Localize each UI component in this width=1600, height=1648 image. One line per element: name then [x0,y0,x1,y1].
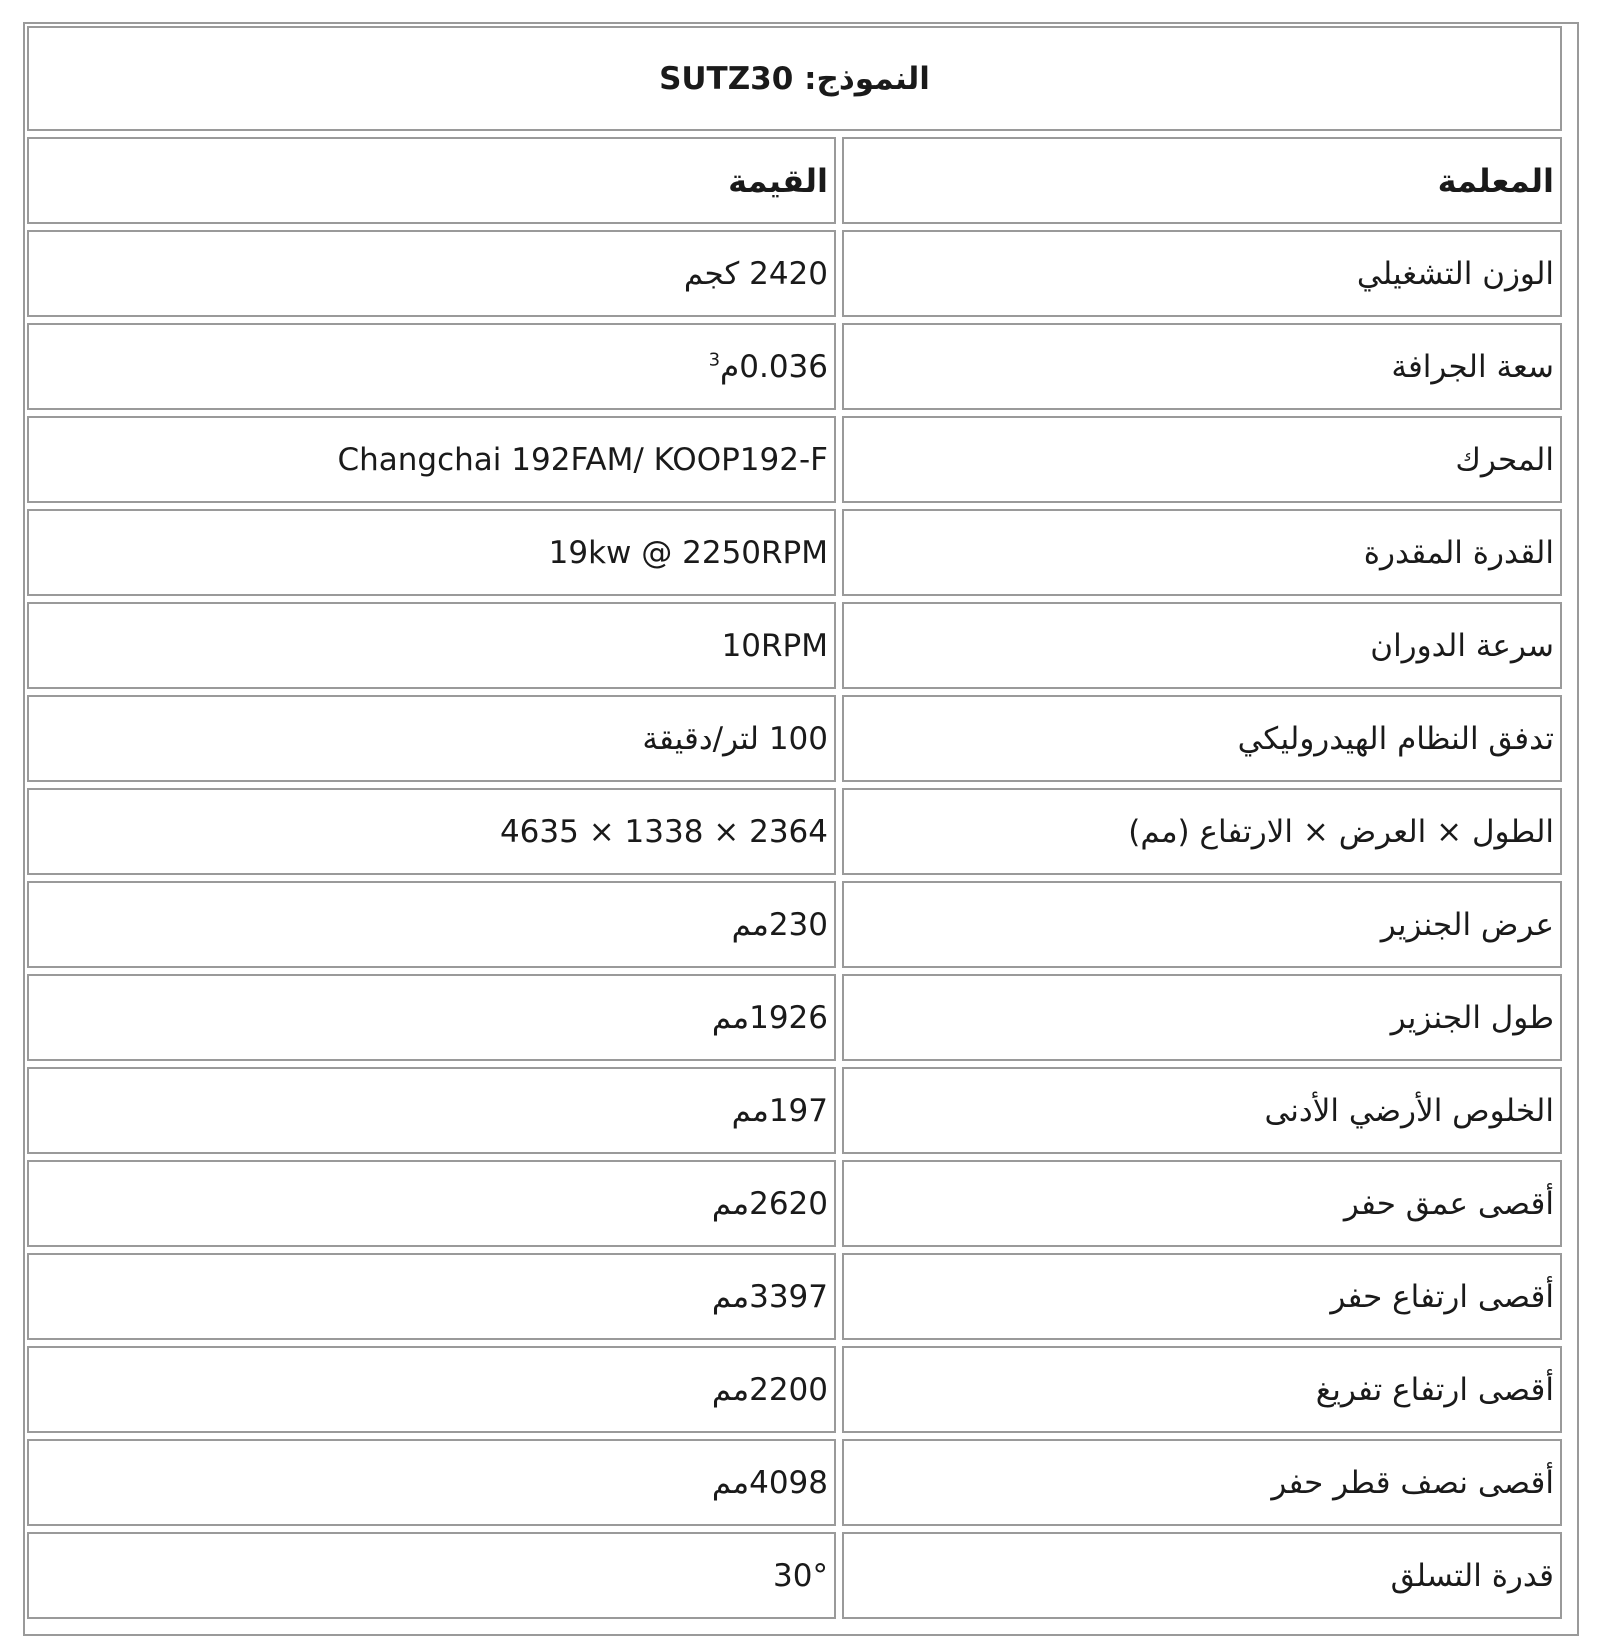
param-cell: طول الجنزير [842,974,1562,1061]
param-cell: أقصى نصف قطر حفر [842,1439,1562,1526]
table-row [27,602,1562,689]
value-text: 4098مم [711,1464,828,1501]
table-row [27,1253,1562,1340]
param-cell: عرض الجنزير [842,881,1562,968]
value-cell [27,1067,836,1154]
param-cell: القدرة المقدرة [842,509,1562,596]
table-row [27,1160,1562,1247]
param-cell: الوزن التشغيلي [842,230,1562,317]
table-row [27,695,1562,782]
table-row [27,1439,1562,1526]
table-title: النموذج: SUTZ30 [27,26,1562,131]
table-row [27,881,1562,968]
table-row [27,1067,1562,1154]
value-cell [27,1439,836,1526]
value-text: 30° [773,1557,828,1594]
param-cell: الخلوص الأرضي الأدنى [842,1067,1562,1154]
value-cell [27,1160,836,1247]
value-cell [27,1532,836,1619]
table-row [27,788,1562,875]
value-text: 1926مم [711,999,828,1036]
value-text: 3397مم [711,1278,828,1315]
table-row [27,416,1562,503]
spec-table [21,20,1568,1625]
value-text: Changchai 192FAM/ KOOP192-F [337,441,828,478]
value-text: 2420 كجم [683,255,828,292]
value-cell [27,881,836,968]
value-cell [27,230,836,317]
value-cell [27,1253,836,1340]
value-text: 10RPM [721,627,828,664]
value-cell [27,1346,836,1433]
table-row [27,974,1562,1061]
param-cell: سعة الجرافة [842,323,1562,410]
value-cell [27,509,836,596]
value-text: 2200مم [711,1371,828,1408]
value-superscript: 3 [708,349,721,371]
value-cell [27,695,836,782]
param-cell: المحرك [842,416,1562,503]
table-row [27,1346,1562,1433]
value-text: 230مم [731,906,828,943]
param-cell: الطول × العرض × الارتفاع (مم) [842,788,1562,875]
value-cell [27,602,836,689]
header-row [27,137,1562,224]
table-row [27,230,1562,317]
param-cell: أقصى عمق حفر [842,1160,1562,1247]
table-row [27,323,1562,410]
value-header: القيمة [27,137,836,224]
value-text: 2620مم [711,1185,828,1222]
table-row [27,509,1562,596]
param-header: المعلمة [842,137,1562,224]
param-cell: أقصى ارتفاع حفر [842,1253,1562,1340]
value-cell [27,323,836,410]
param-cell: أقصى ارتفاع تفريغ [842,1346,1562,1433]
value-cell [27,974,836,1061]
value-text: 4635 × 1338 × 2364 [499,813,828,850]
param-cell: سرعة الدوران [842,602,1562,689]
title-row [27,26,1562,131]
value-text: 197مم [731,1092,828,1129]
param-cell: تدفق النظام الهيدروليكي [842,695,1562,782]
value-text: 100 لتر/دقيقة [642,720,828,757]
table-row [27,1532,1562,1619]
param-cell: قدرة التسلق [842,1532,1562,1619]
value-text: 19kw @ 2250RPM [548,534,828,571]
value-text: 0.036م [720,348,828,385]
value-cell [27,788,836,875]
value-cell [27,416,836,503]
